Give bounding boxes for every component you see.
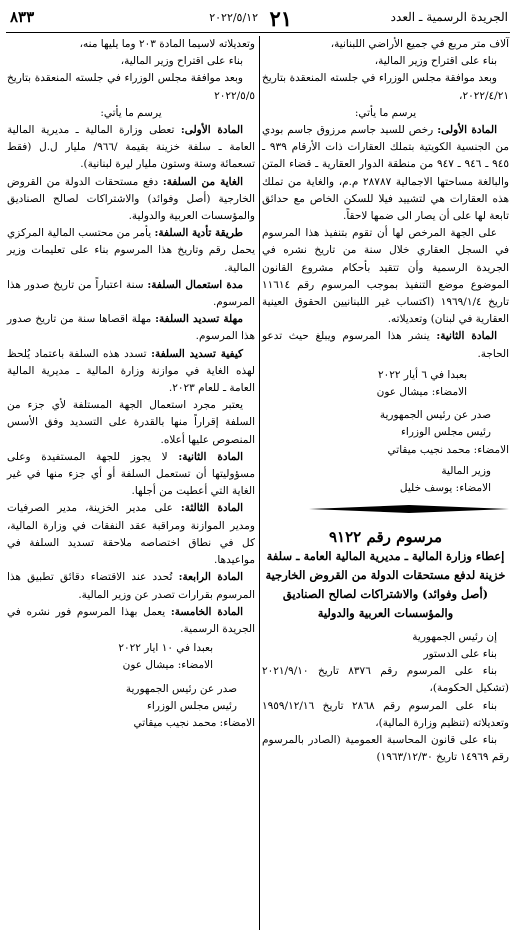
left-column <box>7 36 255 732</box>
signature: الامضاء: محمد نجيب ميقاتي <box>387 443 509 456</box>
header-rule <box>6 32 510 33</box>
article-1: المادة الأولى: رخص للسيد جاسم مرزوق جاسم بودي من الجنسية الكويتية بتملك العقارات ذات الأرقام ٩٣٩ ـ ٩٤٥ ـ ٩٤٦ ـ ٩٤٧ من منطقة الدوار العقارية ـ قضاء المتن والبالغة مساحتها الاجمالية ٢٨٧٨٧ م.م، والغاية من تملك هذه العقارات هي لتشييد فيلا للسكن الخاص مع حدائق تابعة لها على أن يصار الى ضمها لاحقاً. <box>262 124 509 223</box>
page-number: ٨٣٣ <box>10 8 35 26</box>
paragraph: يرسم ما يأتي: <box>354 106 417 119</box>
signature: الامضاء: محمد نجيب ميقاتي <box>133 716 255 729</box>
paragraph: بناء على المرسوم رقم ٨٣٧٦ تاريخ ٢٠٢١/٩/١٠ (تشكيل الحكومة)، <box>262 665 509 695</box>
paragraph: بناء على اقتراح وزير المالية، <box>374 55 497 68</box>
paragraph: بناء على قانون المحاسبة العمومية (الصادر بالمرسوم رقم ١٤٩٦٩ تاريخ ١٩٦٣/١٢/٣٠) <box>262 733 509 764</box>
paragraph: على الجهة المرخص لها أن تقوم بتنفيذ هذا المرسوم في السجل العقاري خلال سنة من تاريخ نشره في الجريدة الرسمية وأن تتقيد بأحكام مشروع القانون الموضوع موضع التنفيذ بموجب المرسوم رقم ١١٦١٤ تاريخ ١٩٦٩/١/٤ (اكتساب غير اللبنانيين الحقوق العينية العقارية في لبنان) وتعديلاته. <box>262 227 510 326</box>
section-divider <box>309 503 509 515</box>
article-5: المادة الخامسة: يعمل بهذا المرسوم فور نشره في الجريدة الرسمية. <box>7 605 255 635</box>
article-2: المادة الثانية: ينشر هذا المرسوم ويبلغ حيث تدعو الحاجة. <box>262 330 509 360</box>
article-2: المادة الثانية: لا يجوز للجهة المستفيدة وعلى مسؤوليتها أن تستعمل السلفة أو أي جزء منها في غير الغاية التي أعطيت من أجلها. <box>7 450 255 498</box>
paragraph: يرسم ما يأتي: <box>100 106 162 119</box>
signature-place-date: بعبدا في ١٠ ايار ٢٠٢٢ <box>118 642 213 655</box>
signature: الامضاء: ميشال عون <box>122 659 213 672</box>
signature: الامضاء: ميشال عون <box>376 386 467 399</box>
article-1: المادة الأولى: تعطى وزارة المالية ـ مديرية المالية العامة ـ سلفة خزينة بقيمة /٩٦٦/ مليار ل.ل (فقط تسعمائة وستة وستون مليار ليرة لبنانية). <box>7 124 255 171</box>
issue-number: ٢١ <box>269 6 292 31</box>
paragraph: الغاية من السلفة: دفع مستحقات الدولة من القروض الخارجية (أصل وفوائد) والاشتراكات لصالح الصناديق والمؤسسات العربية والدولية. <box>7 175 255 223</box>
paragraph: بناء على اقتراح وزير المالية، <box>120 55 243 68</box>
paragraph: آلاف متر مربع في جميع الأراضي اللبنانية، <box>330 38 509 50</box>
paragraph: إن رئيس الجمهورية <box>412 630 497 643</box>
paragraph: وبعد موافقة مجلس الوزراء في جلسته المنعقدة بتاريخ ٢٠٢٢/٤/٢١، <box>262 72 509 102</box>
signature: صدر عن رئيس الجمهورية <box>379 409 491 422</box>
paragraph: طريقة تأدية السلفة: يأمر من محتسب المالية المركزي يحمل رقم وتاريخ هذا المرسوم بناء على تعليمات وزير المالية. <box>7 227 255 274</box>
article-3: المادة الثالثة: على مدير الخزينة، مدير الصرفيات ومدير الموازنة ومراقبة عقد النفقات في وزارة المالية، كل في نطاق اختصاصه ملاحقة تسديد السلفة في مواعيدها. <box>7 502 255 567</box>
decree-title: إعطاء وزارة المالية ـ مديرية المالية العامة ـ سلفة خزينة لدفع مستحقات الدولة من القروض الخارجية (أصل وفوائد) والاشتراكات لصالح الصناديق والمؤسسات العربية والدولية <box>265 548 506 620</box>
issue-date: ٢٠٢٢/٥/١٢ <box>209 11 258 24</box>
right-column <box>262 36 509 766</box>
signature-place-date: بعبدا في ٦ أيار ٢٠٢٢ <box>377 368 467 381</box>
paragraph: وبعد موافقة مجلس الوزراء في جلسته المنعقدة بتاريخ ٢٠٢٢/٥/٥ <box>7 72 255 102</box>
gazette-title: الجريدة الرسمية ـ العدد <box>390 10 508 24</box>
signature: صدر عن رئيس الجمهورية <box>125 682 237 695</box>
paragraph: كيفية تسديد السلفة: تسدد هذه السلفة باعتماد يُلحظ لهذه الغاية في موازنة وزارة المالية ـ مديرية المالية العامة ـ للعام ٢٠٢٣. <box>7 347 255 395</box>
paragraph: وتعديلاته لاسيما المادة ٢٠٣ وما يليها منه، <box>79 38 255 50</box>
paragraph: يعتبر مجرد استعمال الجهة المستلفة لأي جزء من السلفة إقراراً منها بالقدرة على التسديد وفق الأسس المنصوص عليها أعلاه. <box>7 399 255 446</box>
paragraph: مهلة تسديد السلفة: مهلة اقصاها سنة من تاريخ صدور هذا المرسوم. <box>7 313 255 343</box>
signature: رئيس مجلس الوزراء <box>146 699 237 712</box>
signature: رئيس مجلس الوزراء <box>400 426 491 439</box>
paragraph: مدة استعمال السلفة: سنة اعتباراً من تاريخ صدور هذا المرسوم. <box>7 278 255 309</box>
page-header <box>6 6 510 30</box>
decree-number: مرسوم رقم ٩١٢٢ <box>329 528 442 547</box>
paragraph: بناء على المرسوم رقم ٢٨٦٨ تاريخ ١٩٥٩/١٢/١٦ وتعديلاته (تنظيم وزارة المالية)، <box>262 699 509 729</box>
signature: وزير المالية <box>441 464 491 477</box>
column-divider <box>259 36 260 930</box>
article-4: المادة الرابعة: تُحدد عند الاقتضاء دقائق تطبيق هذا المرسوم بقرارات تصدر عن وزير المالية. <box>7 571 255 601</box>
signature: الامضاء: يوسف خليل <box>399 482 491 495</box>
paragraph: بناء على الدستور <box>423 647 497 660</box>
